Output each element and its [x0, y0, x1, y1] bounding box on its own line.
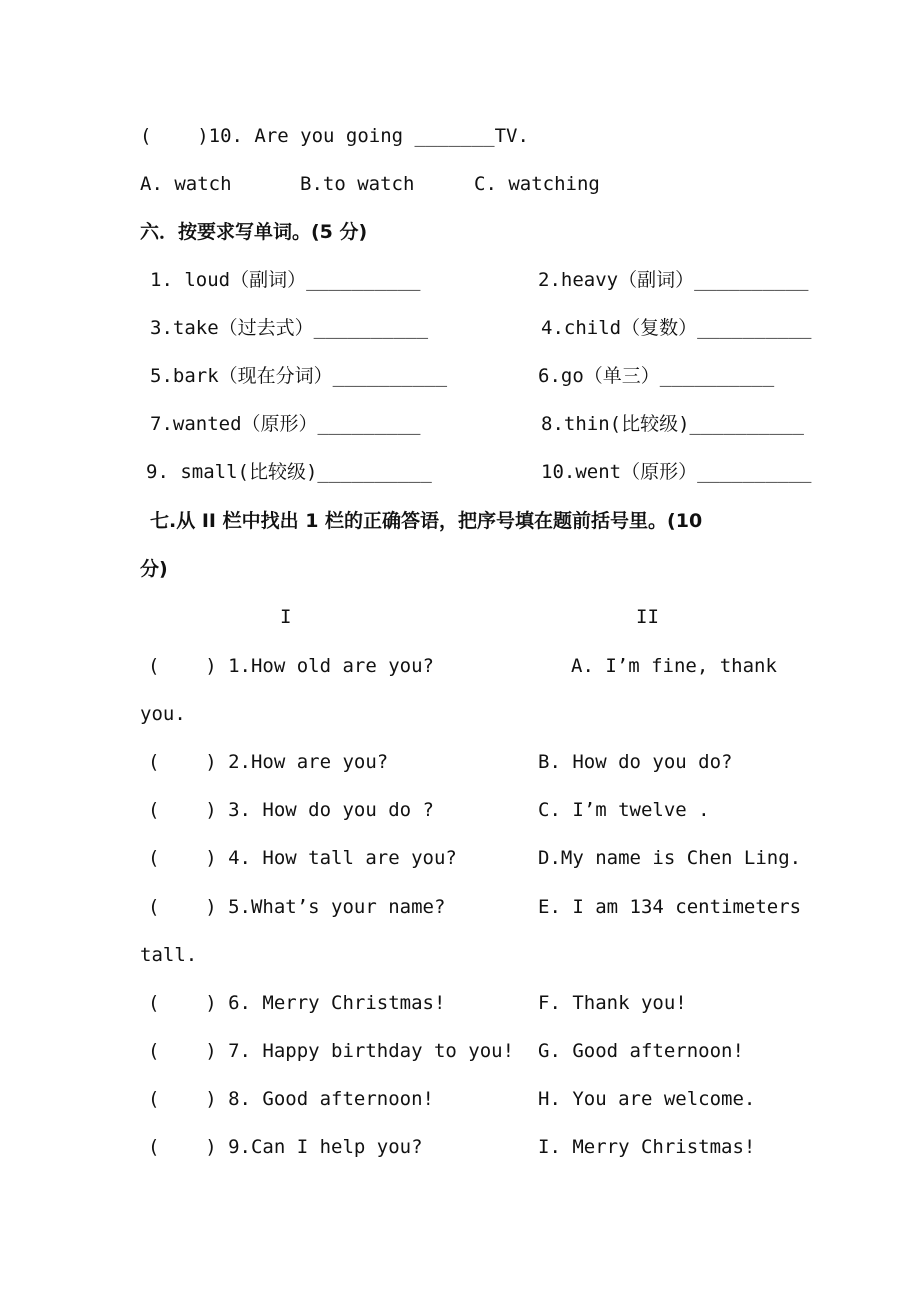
match-answer-h: H. You are welcome.: [538, 1088, 756, 1110]
question-10: ( )10. Are you going _______TV.: [140, 125, 529, 147]
match-answer-a-wrap: you.: [140, 703, 186, 725]
word-item-7: 7.wanted（原形）_________: [150, 413, 421, 435]
section-7-heading: 七.从 II 栏中找出 1 栏的正确答语，把序号填在题前括号里。(10: [150, 510, 703, 532]
word-item-6: 6.go（单三）__________: [538, 365, 775, 387]
match-answer-a: A. I’m fine, thank: [571, 655, 777, 677]
word-item-8: 8.thin(比较级)__________: [541, 413, 804, 435]
match-question-4: ( ) 4. How tall are you?: [148, 847, 457, 869]
column-1-header: I: [280, 606, 292, 628]
match-answer-f: F. Thank you!: [538, 992, 687, 1014]
match-answer-c: C. I’m twelve .: [538, 799, 710, 821]
word-item-2: 2.heavy（副词）__________: [538, 269, 809, 291]
word-item-1: 1. loud（副词）__________: [150, 269, 421, 291]
word-item-9: 9. small(比较级)__________: [146, 461, 432, 483]
option-c: C. watching: [474, 173, 600, 195]
match-question-7: ( ) 7. Happy birthday to you!: [148, 1040, 515, 1062]
match-answer-e-wrap: tall.: [140, 944, 198, 966]
section-7-heading-cont: 分): [140, 558, 168, 580]
match-question-8: ( ) 8. Good afternoon!: [148, 1088, 434, 1110]
match-question-9: ( ) 9.Can I help you?: [148, 1136, 423, 1158]
word-item-4: 4.child（复数）__________: [541, 317, 812, 339]
word-item-3: 3.take（过去式）__________: [150, 317, 429, 339]
match-answer-d: D.My name is Chen Ling.: [538, 847, 802, 869]
match-answer-i: I. Merry Christmas!: [538, 1136, 756, 1158]
option-b: B.to watch: [300, 173, 415, 195]
match-question-2: ( ) 2.How are you?: [148, 751, 389, 773]
word-item-10: 10.went（原形）__________: [541, 461, 812, 483]
section-6-heading: 六．按要求写单词。(5 分): [140, 221, 368, 243]
match-question-6: ( ) 6. Merry Christmas!: [148, 992, 446, 1014]
match-answer-g: G. Good afternoon!: [538, 1040, 744, 1062]
match-question-3: ( ) 3. How do you do ?: [148, 799, 434, 821]
match-question-5: ( ) 5.What’s your name?: [148, 896, 446, 918]
word-item-5: 5.bark（现在分词）__________: [150, 365, 448, 387]
match-answer-e: E. I am 134 centimeters: [538, 896, 802, 918]
match-question-1: ( ) 1.How old are you?: [148, 655, 434, 677]
column-2-header: II: [636, 606, 659, 628]
option-a: A. watch: [140, 173, 232, 195]
match-answer-b: B. How do you do?: [538, 751, 733, 773]
